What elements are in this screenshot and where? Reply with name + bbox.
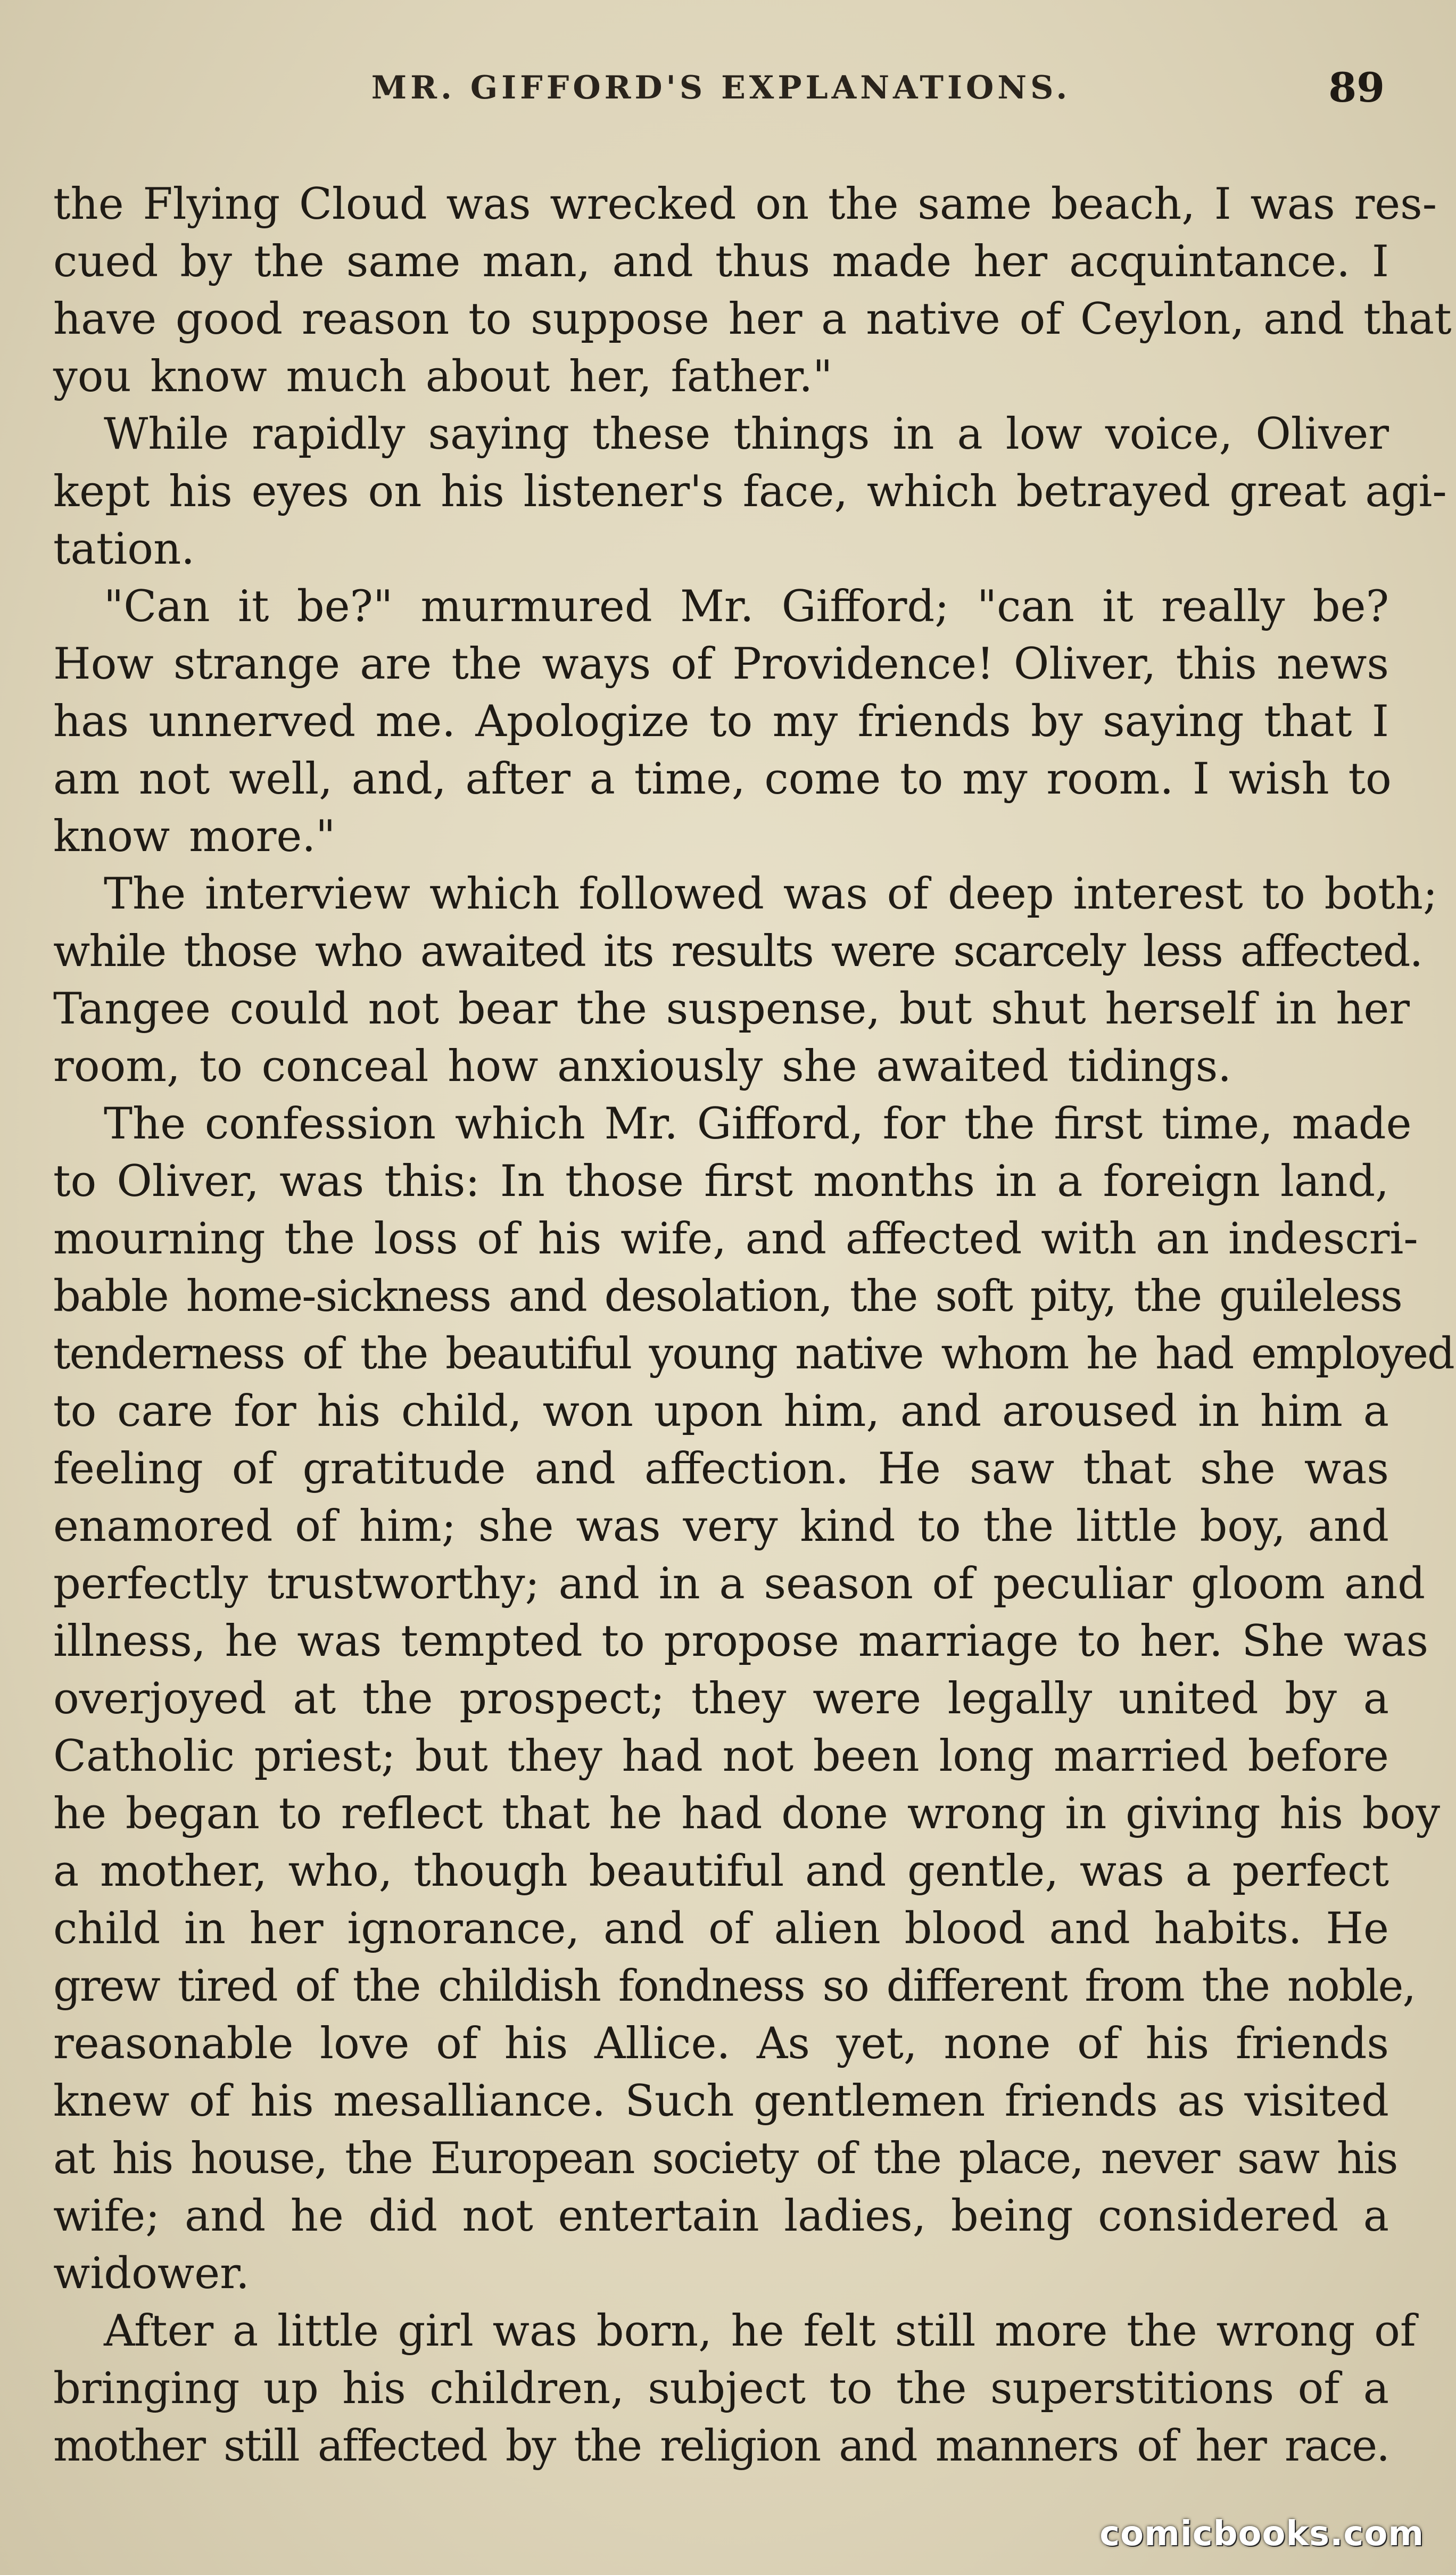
text-line: knew of his mesalliance. Such gentlemen friends as visited — [53, 2076, 1389, 2126]
text-line: have good reason to suppose her a native of Ceylon, and that — [53, 294, 1452, 344]
text-line: The interview which followed was of deep interest to both; — [104, 869, 1438, 919]
text-line: bable home-sickness and desolation, the soft pity, the guileless — [53, 1272, 1402, 1322]
text-line: to care for his child, won upon him, and aroused in him a — [53, 1386, 1389, 1437]
text-line: while those who awaited its results were scarcely less affected. — [53, 927, 1422, 977]
text-line: wife; and he did not entertain ladies, being considered a — [53, 2191, 1389, 2241]
text-line: The confession which Mr. Gifford, for the first time, made — [104, 1099, 1412, 1149]
text-line: he began to reflect that he had done wrong in giving his boy — [53, 1789, 1441, 1839]
page-number: 89 — [1328, 64, 1385, 111]
text-line: Catholic priest; but they had not been long married before — [53, 1731, 1389, 1781]
body-text — [53, 176, 1454, 2475]
text-line: bringing up his children, subject to the superstitions of a — [53, 2364, 1389, 2414]
text-line: enamored of him; she was very kind to the little boy, and — [53, 1501, 1389, 1551]
text-line: at his house, the European society of the place, never saw his — [53, 2134, 1397, 2184]
text-line: kept his eyes on his listener's face, which betrayed great agi- — [53, 467, 1447, 517]
watermark: comicbooks.com — [1099, 2514, 1424, 2554]
text-line: "Can it be?" murmured Mr. Gifford; "can it really be? — [104, 582, 1389, 632]
text-line: cued by the same man, and thus made her acquintance. I — [53, 237, 1389, 287]
text-line: am not well, and, after a time, come to my room. I wish to — [53, 754, 1392, 804]
text-line: tation. — [53, 524, 195, 574]
text-line: illness, he was tempted to propose marriage to her. She was — [53, 1616, 1429, 1666]
text-line: mourning the loss of his wife, and affected with an indescri- — [53, 1214, 1418, 1264]
running-head: MR. GIFFORD'S EXPLANATIONS. — [371, 69, 1071, 106]
text-line: to Oliver, was this: In those first months in a foreign land, — [53, 1157, 1389, 1207]
text-line: widower. — [53, 2249, 250, 2299]
page-header — [48, 59, 1394, 122]
text-line: While rapidly saying these things in a low voice, Oliver — [104, 409, 1389, 459]
text-line: grew tired of the childish fondness so different from the noble, — [53, 1961, 1416, 2011]
text-line: tenderness of the beautiful young native whom he had employed — [53, 1329, 1454, 1379]
text-line: After a little girl was born, he felt still more the wrong of — [104, 2306, 1416, 2356]
text-line: a mother, who, though beautiful and gentle, was a perfect — [53, 1846, 1389, 1896]
text-line: know more." — [53, 812, 336, 862]
text-line: mother still affected by the religion and manners of her race. — [53, 2421, 1389, 2471]
text-line: has unnerved me. Apologize to my friends by saying that I — [53, 697, 1389, 747]
text-line: How strange are the ways of Providence! Oliver, this news — [53, 639, 1389, 689]
text-line: you know much about her, father." — [53, 352, 833, 402]
text-line: room, to conceal how anxiously she awaited tidings. — [53, 1042, 1232, 1092]
text-line: the Flying Cloud was wrecked on the same beach, I was res- — [53, 179, 1437, 229]
text-line: child in her ignorance, and of alien blood and habits. He — [53, 1904, 1389, 1954]
text-line: perfectly trustworthy; and in a season of peculiar gloom and — [53, 1559, 1426, 1609]
text-line: overjoyed at the prospect; they were legally united by a — [53, 1674, 1389, 1724]
text-line: Tangee could not bear the suspense, but shut herself in her — [53, 984, 1410, 1034]
text-line: feeling of gratitude and affection. He saw that she was — [53, 1444, 1389, 1494]
text-line: reasonable love of his Allice. As yet, none of his friends — [53, 2019, 1389, 2069]
